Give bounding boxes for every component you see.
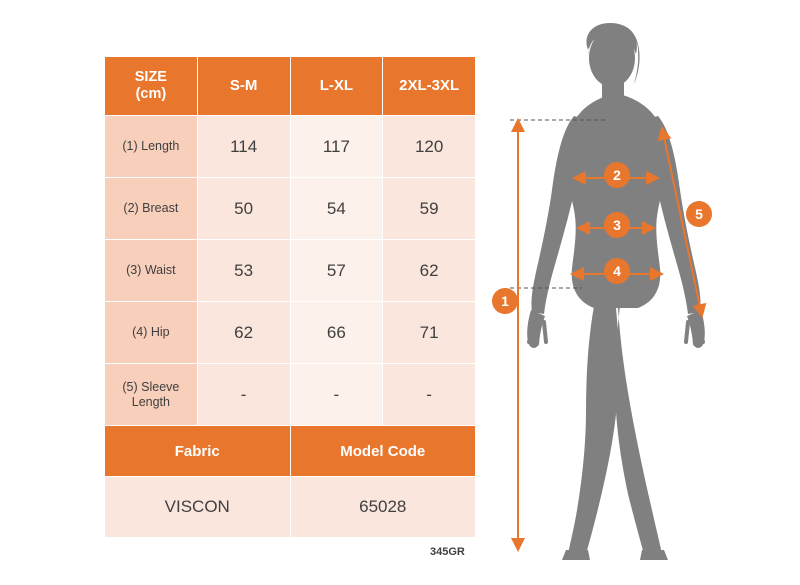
size-table [104,56,476,538]
cell-waist-lxl: 57 [290,240,383,302]
female-body-silhouette [527,23,705,560]
cell-length-sm: 114 [197,116,290,178]
footer-header-model-code: Model Code [290,426,476,477]
cell-sleeve-lxl: - [290,364,383,426]
row-label-length: (1) Length [105,116,198,178]
cell-waist-2xl3xl: 62 [383,240,476,302]
table-footer-value-row [105,477,476,538]
table-row [105,116,476,178]
header-col-sm: S-M [197,57,290,116]
weight-note: 345GR [430,546,465,558]
table-row [105,364,476,426]
header-size-line2: (cm) [135,86,167,102]
badge-hip: 4 [604,258,630,284]
header-size-cm [105,57,198,116]
body-measurement-diagram [490,20,790,570]
row-label-sleeve-line2: Length [131,394,170,409]
table-row [105,302,476,364]
footer-value-model-code: 65028 [290,477,476,538]
badge-sleeve-length: 5 [686,201,712,227]
footer-header-fabric: Fabric [105,426,291,477]
cell-length-2xl3xl: 120 [383,116,476,178]
row-label-hip: (4) Hip [105,302,198,364]
table-row [105,178,476,240]
figure-svg [490,20,790,570]
cell-sleeve-2xl3xl: - [383,364,476,426]
header-col-2xl3xl: 2XL-3XL [383,57,476,116]
header-size-line1: SIZE [134,69,167,86]
cell-breast-sm: 50 [197,178,290,240]
footer-value-fabric: VISCON [105,477,291,538]
badge-waist: 3 [604,212,630,238]
table-header-row [105,57,476,116]
cell-waist-sm: 53 [197,240,290,302]
table-footer-header-row [105,426,476,477]
cell-hip-sm: 62 [197,302,290,364]
cell-hip-2xl3xl: 71 [383,302,476,364]
row-label-sleeve-length [105,364,198,426]
row-label-breast: (2) Breast [105,178,198,240]
header-col-lxl: L-XL [290,57,383,116]
row-label-waist: (3) Waist [105,240,198,302]
badge-breast: 2 [604,162,630,188]
cell-breast-2xl3xl: 59 [383,178,476,240]
cell-length-lxl: 117 [290,116,383,178]
cell-breast-lxl: 54 [290,178,383,240]
cell-hip-lxl: 66 [290,302,383,364]
cell-sleeve-sm: - [197,364,290,426]
row-label-sleeve-line1: (5) Sleeve [122,379,180,394]
badge-length: 1 [492,288,518,314]
table-row [105,240,476,302]
